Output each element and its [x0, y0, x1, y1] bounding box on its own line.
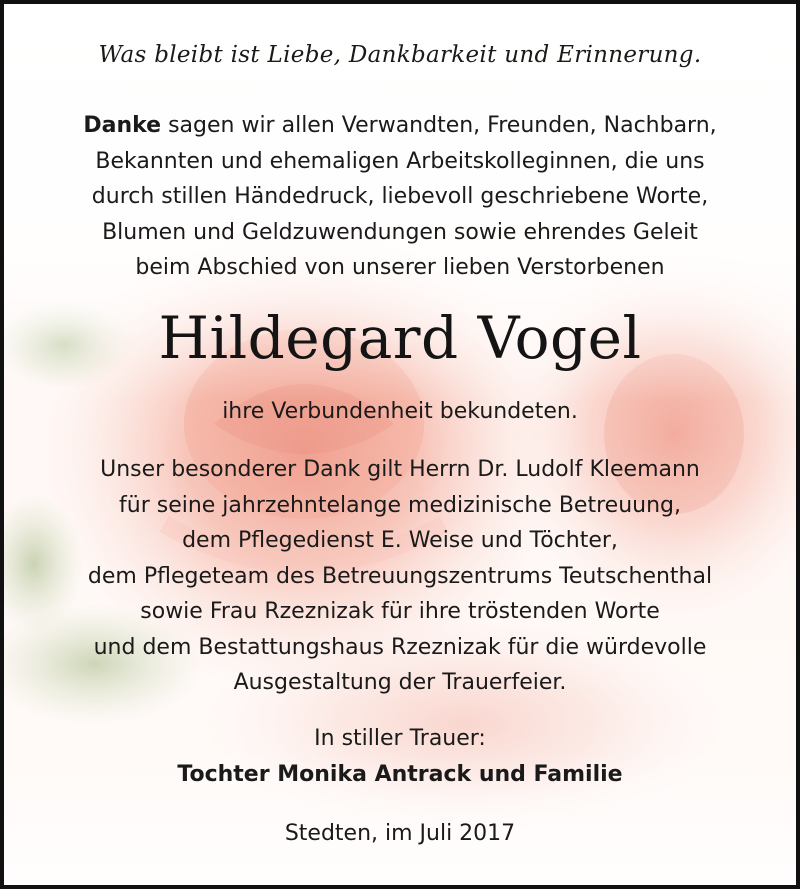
after-name-line: ihre Verbundenheit bekundeten. — [222, 399, 578, 424]
special-thanks-line: Ausgestaltung der Trauerfeier. — [233, 670, 567, 695]
mourning-line: In stiller Trauer: — [314, 726, 486, 751]
special-thanks-line: dem Pflegeteam des Betreuungszentrums Teutschenthal — [87, 563, 713, 589]
special-thanks-paragraph — [4, 452, 796, 701]
thanks-line: beim Abschied von unserer lieben Verstorbenen — [135, 255, 665, 280]
special-thanks-line: und dem Bestattungshaus Rzeznizak für die würdevolle — [93, 634, 707, 660]
motto: Was bleibt ist Liebe, Dankbarkeit und Erinnerung. — [98, 42, 702, 68]
thanks-paragraph — [4, 108, 796, 286]
thanks-bold-word: Danke — [83, 113, 162, 138]
family-signature: Tochter Monika Antrack und Familie — [177, 762, 623, 787]
special-thanks-line: für seine jahrzehntelange medizinische Betreuung, — [119, 492, 681, 518]
thanks-first-line-rest: sagen wir allen Verwandten, Freunden, Nachbarn, — [161, 113, 717, 138]
special-thanks-line: dem Pflegedienst E. Weise und Töchter, — [182, 528, 618, 553]
thanks-line-1 — [4, 108, 796, 144]
special-thanks-line: sowie Frau Rzeznizak für ihre tröstenden Worte — [140, 599, 660, 624]
thanks-line: durch stillen Händedruck, liebevoll geschriebene Worte, — [91, 184, 709, 209]
thanks-line: Blumen und Geldzuwendungen sowie ehrendes Geleit — [102, 219, 698, 245]
place-date: Stedten, im Juli 2017 — [284, 821, 516, 846]
special-thanks-line: Unser besonderer Dank gilt Herrn Dr. Ludolf Kleemann — [100, 457, 700, 482]
deceased-name: Hildegard Vogel — [158, 304, 642, 372]
obituary-text — [4, 4, 796, 885]
thanks-line: Bekannten und ehemaligen Arbeitskolleginnen, die uns — [95, 148, 705, 174]
